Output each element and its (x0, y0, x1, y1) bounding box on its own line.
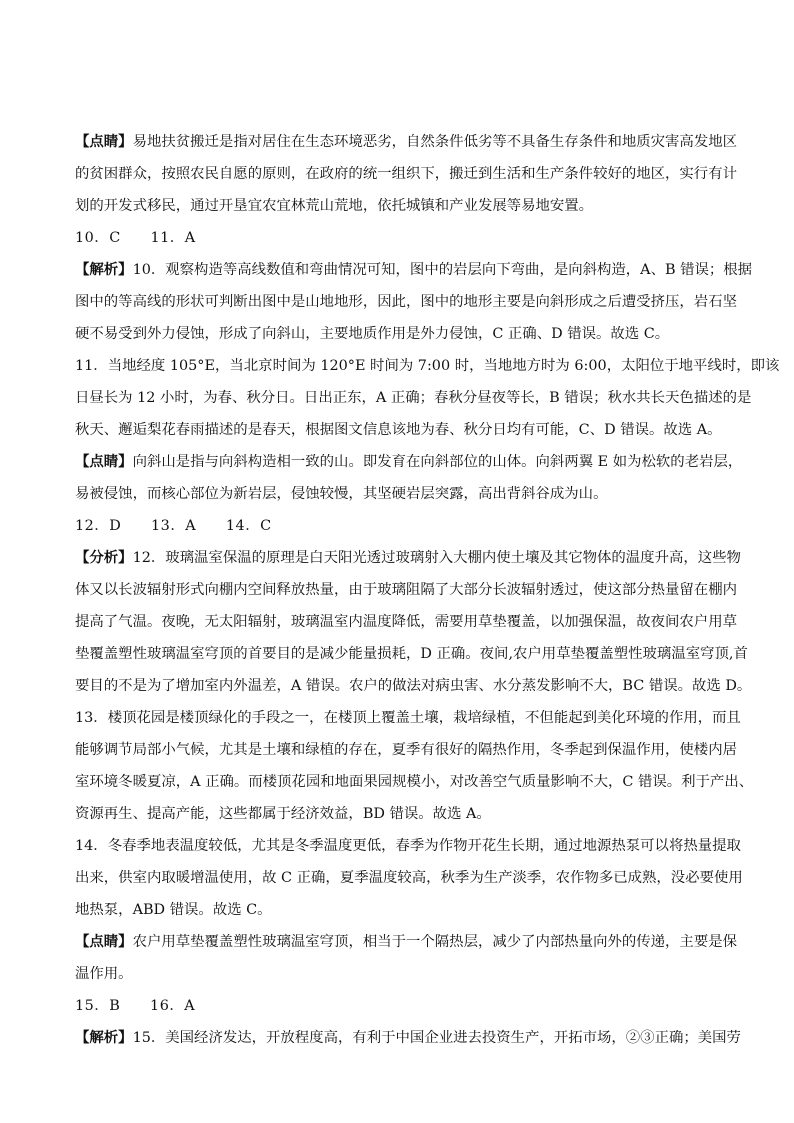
line-text: 易被侵蚀，而核心部位为新岩层，侵蚀较慢，其坚硬岩层突露，高出背斜谷成为山。 (75, 486, 608, 502)
text-line (75, 385, 752, 411)
line-text: 划的开发式移民，通过开垦宜农宜林荒山荒地，依托城镇和产业发展等易地安置。 (75, 198, 594, 214)
line-text: 提高了气温。夜晚，无太阳辐射，玻璃温室内温度降低，需要用草垫覆盖，以加强保温，故夜间农户用草 (75, 614, 737, 630)
text-line (75, 705, 741, 731)
line-text: 能够调节局部小气候，尤其是土壤和绿植的存在，夏季有很好的隔热作用，冬季起到保温作用，使楼内居 (75, 742, 737, 758)
answer-line (75, 993, 720, 1019)
text-line (75, 321, 720, 347)
line-text: 农户用草垫覆盖塑性玻璃温室穹顶，相当于一个隔热层，减少了内部热量向外的传递，主要是保 (132, 934, 737, 950)
text-line (75, 769, 754, 795)
text-line (75, 961, 720, 987)
line-text: 15．B 16．A (75, 998, 196, 1014)
text-line (75, 929, 737, 955)
text-line (75, 353, 780, 379)
text-line (75, 449, 743, 475)
line-text: 地热泵，ABD 错误。故选 C。 (75, 902, 272, 918)
text-line (75, 737, 737, 763)
line-text: 温作用。 (75, 966, 133, 982)
line-text: 15．美国经济发达，开放程度高，有利于中国企业进去投资生产，开拓市场，②③正确；美国劳 (132, 1030, 741, 1046)
answer-line (75, 225, 720, 251)
line-text: 体又以长波辐射形式向棚内空间释放热量，由于玻璃阻隔了大部分长波辐射透过，使这部分热量留在棚内 (75, 582, 737, 598)
text-line (75, 577, 737, 603)
line-text: 秋天、邂逅梨花春雨描述的是春天，根据图文信息该地为春、秋分日均有可能，C、D 错误。故选 A。 (75, 422, 722, 438)
section-tag: 【点睛】 (75, 133, 133, 150)
text-line (75, 865, 743, 891)
line-text: 14．冬春季地表温度较低，尤其是冬季温度更低，春季为作物开花生长期，通过地源热泵可以将热量提取 (75, 838, 741, 854)
line-text: 出来，供室内取暖增温使用，故 C 正确，夏季温度较高，秋季为生产淡季，农作物多已成熟，没必要使用 (75, 870, 743, 886)
text-line (75, 897, 720, 923)
line-text: 的贫困群众，按照农民自愿的原则，在政府的统一组织下，搬迁到生活和生产条件较好的地区，实行有计 (75, 166, 737, 182)
text-line (75, 609, 737, 635)
section-tag: 【分析】 (75, 549, 133, 566)
text-line (75, 193, 720, 219)
line-text: 12．玻璃温室保温的原理是白天阳光透过玻璃射入大棚内使土壤及其它物体的温度升高，这些物 (132, 550, 741, 566)
line-text: 10．C 11．A (75, 230, 196, 246)
text-line (75, 641, 748, 667)
line-text: 要目的不是为了增加室内外温差，A 错误。农户的做法对病虫害、水分蒸发影响不大，BC 错误。故选 D。 (75, 678, 752, 694)
line-text: 日昼长为 12 小时，为春、秋分日。日出正东，A 正确；春秋分昼夜等长，B 错误；秋水共长天色描述的是 (75, 390, 752, 406)
line-text: 10．观察构造等高线数值和弯曲情况可知，图中的岩层向下弯曲，是向斜构造，A、B 错误；根据 (132, 262, 753, 278)
text-line (75, 129, 737, 155)
section-tag: 【点睛】 (75, 453, 133, 470)
text-line (75, 833, 741, 859)
text-line (75, 481, 720, 507)
section-tag: 【点睛】 (75, 933, 133, 950)
line-text: 图中的等高线的形状可判断出图中是山地地形，因此，图中的地形主要是向斜形成之后遭受挤压，岩石坚 (75, 294, 737, 310)
answer-line (75, 513, 720, 539)
line-text: 11．当地经度 105°E，当北京时间为 120°E 时间为 7:00 时，当地地方时为 6:00，太阳位于地平线时，即该 (75, 358, 780, 374)
line-text: 13．楼顶花园是楼顶绿化的手段之一，在楼顶上覆盖土壤，栽培绿植，不但能起到美化环境的作用，而且 (75, 710, 741, 726)
text-line (75, 161, 737, 187)
line-text: 向斜山是指与向斜构造相一致的山。即发育在向斜部位的山体。向斜两翼 E 如为松软的老岩层， (132, 454, 743, 470)
document-page (75, 129, 780, 1057)
section-tag: 【解析】 (75, 1029, 133, 1046)
text-line (75, 257, 753, 283)
text-line (75, 289, 737, 315)
text-line (75, 801, 720, 827)
text-line (75, 673, 752, 699)
section-tag: 【解析】 (75, 261, 133, 278)
line-text: 垫覆盖塑性玻璃温室穹顶的首要目的是减少能量损耗，D 正确。夜间,农户用草垫覆盖塑性玻璃温室穹顶,首 (75, 646, 748, 662)
line-text: 资源再生、提高产能，这些都属于经济效益，BD 错误。故选 A。 (75, 806, 491, 822)
text-line (75, 417, 720, 443)
text-line (75, 1025, 741, 1051)
line-text: 12．D 13．A 14．C (75, 518, 272, 534)
line-text: 硬不易受到外力侵蚀，形成了向斜山，主要地质作用是外力侵蚀，C 正确、D 错误。故选 C。 (75, 326, 670, 342)
text-line (75, 545, 741, 571)
line-text: 室环境冬暖夏凉，A 正确。而楼顶花园和地面果园规模小，对改善空气质量影响不大，C 错误。利于产出、 (75, 774, 754, 790)
line-text: 易地扶贫搬迁是指对居住在生态环境恶劣，自然条件低劣等不具备生存条件和地质灾害高发地区 (132, 134, 737, 150)
